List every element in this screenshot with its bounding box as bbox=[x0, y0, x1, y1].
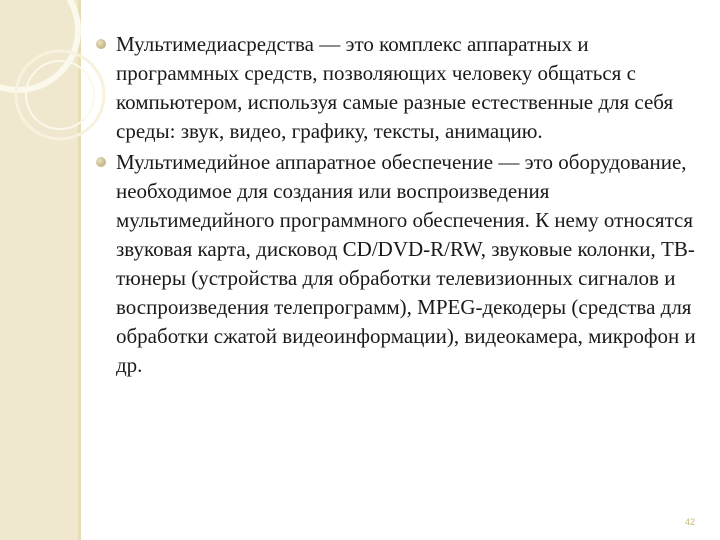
bullet-text: Мультимедийное аппаратное обеспечение — это оборудование, необходимое для создания или воспроизведения мультимедийного программного обеспечения. К нему относятся звуковая карта, дисковод CD/DVD-R/RW, звуковые колонки, ТВ-тюнеры (устройства для обработки телевизионных сигналов и воспроизведения телепрограмм), MPEG-декодеры (средства для обработки сжатой видеоинформации), видеокамера, микрофон и др. bbox=[116, 150, 696, 377]
bullet-dot-icon bbox=[96, 39, 106, 49]
bullet-text: Мультимедиасредства — это комплекс аппаратных и программных средств, позволяющих человеку общаться с компьютером, используя самые разные естественные для себя среды: звук, видео, графику, тексты, анимацию. bbox=[116, 32, 674, 143]
slide-content bbox=[96, 30, 696, 382]
bullet-item bbox=[96, 148, 696, 380]
bullet-dot-icon bbox=[96, 157, 106, 167]
page-number: 42 bbox=[685, 517, 696, 527]
bullet-item bbox=[96, 30, 696, 146]
bullet-list bbox=[96, 30, 696, 380]
